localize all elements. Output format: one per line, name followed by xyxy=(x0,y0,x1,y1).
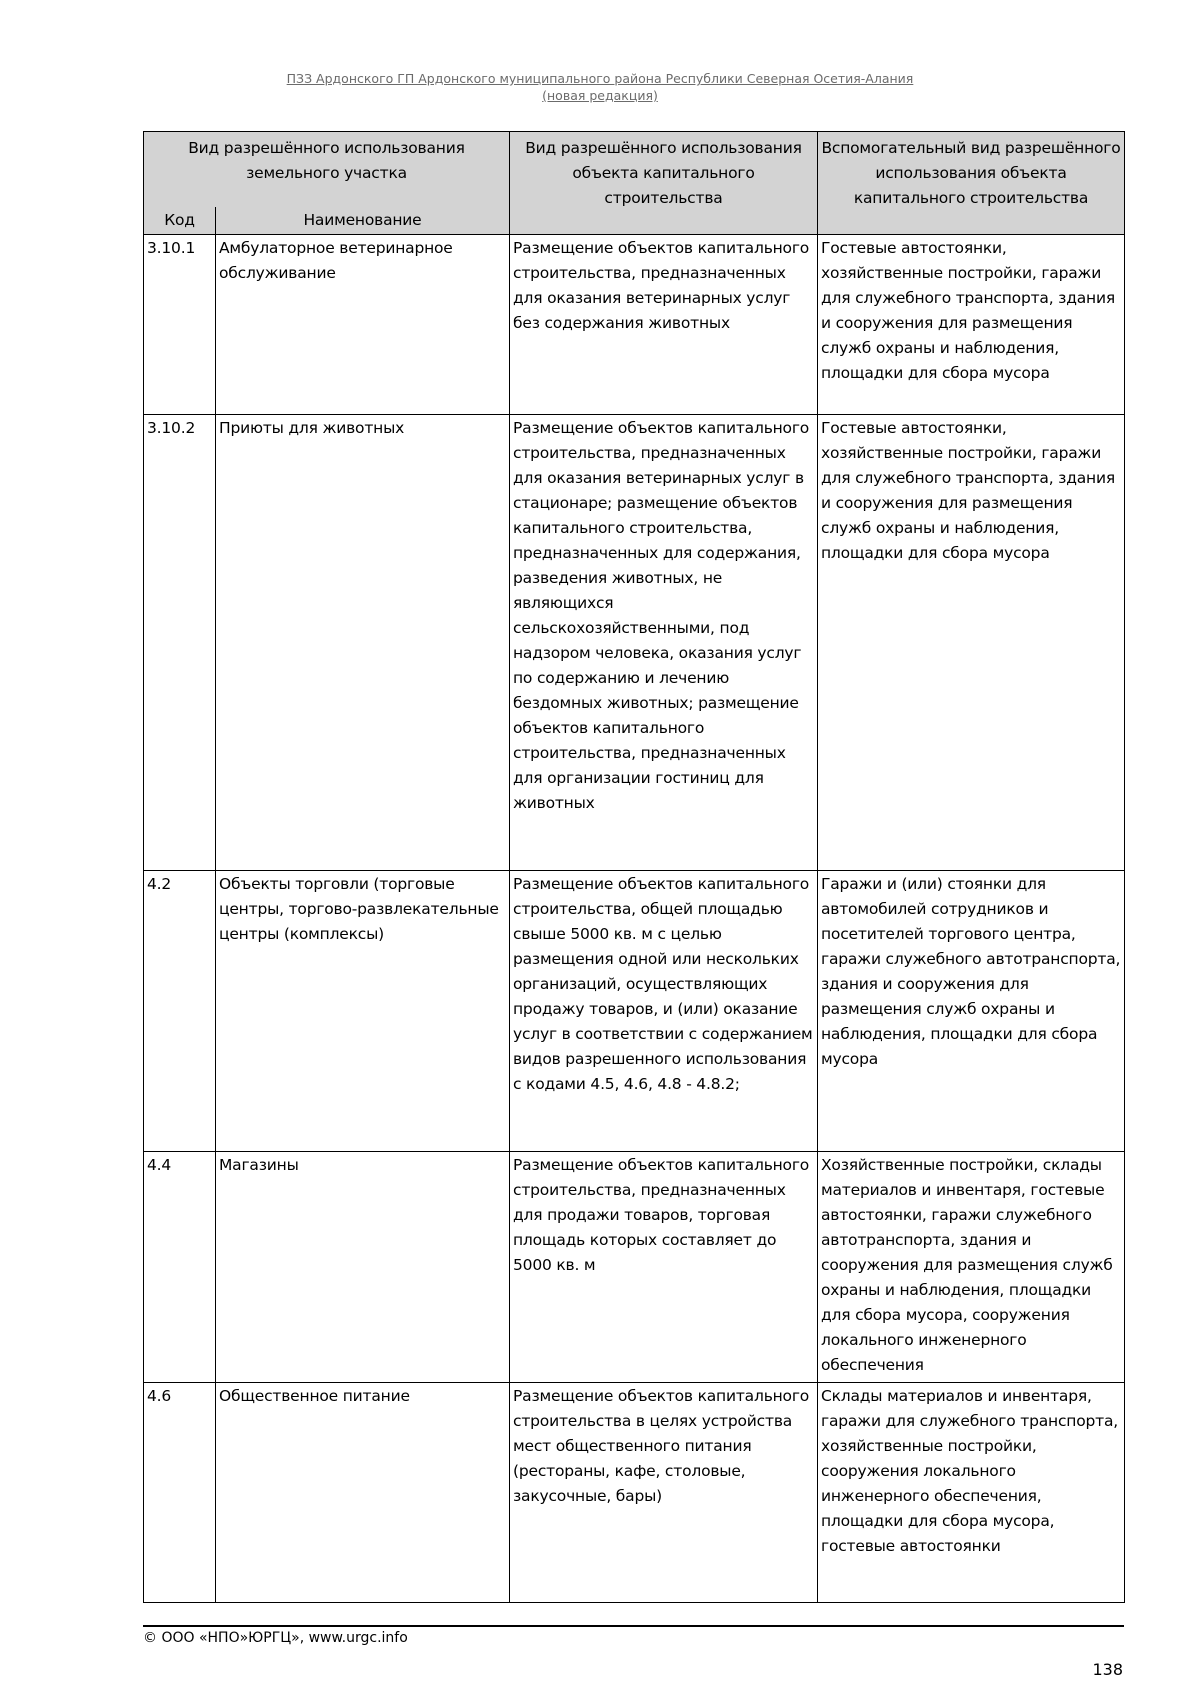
row-aux-use: Гостевые автостоянки, хозяйственные постройки, гаражи для служебного транспорта, здания и сооружения для размещения служб охраны и наблюдения, площадки для сбора мусора xyxy=(818,415,1125,871)
land-use-table xyxy=(143,131,1125,1603)
table-row xyxy=(144,415,1125,871)
header-aux-use: Вспомогательный вид разрешённого использования объекта капитального строительства xyxy=(818,132,1125,235)
row-name: Общественное питание xyxy=(216,1383,510,1603)
footer-copyright: © ООО «НПО»ЮРГЦ», www.urgc.info xyxy=(143,1630,408,1646)
row-code: 4.6 xyxy=(144,1383,216,1603)
row-capital-use: Размещение объектов капитального строительства, общей площадью свыше 5000 кв. м с целью размещения одной или нескольких организаций, осуществляющих продажу товаров, и (или) оказание услуг в соответствии с содержанием видов разрешенного использования с кодами 4.5, 4.6, 4.8 - 4.8.2; xyxy=(510,871,818,1152)
header-code: Код xyxy=(144,207,216,235)
page-header xyxy=(0,70,1200,104)
row-capital-use: Размещение объектов капитального строительства, предназначенных для продажи товаров, торговая площадь которых составляет до 5000 кв. м xyxy=(510,1152,818,1383)
row-aux-use: Хозяйственные постройки, склады материалов и инвентаря, гостевые автостоянки, гаражи служебного автотранспорта, здания и сооружения для размещения служб охраны и наблюдения, площадки для сбора мусора, сооружения локального инженерного обеспечения xyxy=(818,1152,1125,1383)
row-aux-use: Гаражи и (или) стоянки для автомобилей сотрудников и посетителей торгового центра, гаражи служебного автотранспорта, здания и сооружения для размещения служб охраны и наблюдения, площадки для сбора мусора xyxy=(818,871,1125,1152)
row-aux-use: Склады материалов и инвентаря, гаражи для служебного транспорта, хозяйственные постройки, сооружения локального инженерного обеспечения, площадки для сбора мусора, гостевые автостоянки xyxy=(818,1383,1125,1603)
header-land-use: Вид разрешённого использования земельного участка xyxy=(144,132,510,207)
row-name: Объекты торговли (торговые центры, торгово-развлекательные центры (комплексы) xyxy=(216,871,510,1152)
header-line-1: ПЗЗ Ардонского ГП Ардонского муниципального района Республики Северная Осетия-Алания xyxy=(286,71,914,86)
row-code: 4.2 xyxy=(144,871,216,1152)
header-capital-use: Вид разрешённого использования объекта капитального строительства xyxy=(510,132,818,235)
header-line-2: (новая редакция) xyxy=(542,88,658,103)
row-capital-use: Размещение объектов капитального строительства, предназначенных для оказания ветеринарных услуг без содержания животных xyxy=(510,235,818,415)
row-name: Приюты для животных xyxy=(216,415,510,871)
table-row xyxy=(144,1152,1125,1383)
table-row xyxy=(144,1383,1125,1603)
row-code: 3.10.2 xyxy=(144,415,216,871)
row-capital-use: Размещение объектов капитального строительства, предназначенных для оказания ветеринарных услуг в стационаре; размещение объектов капитального строительства, предназначенных для содержания, разведения животных, не являющихся сельскохозяйственными, под надзором человека, оказания услуг по содержанию и лечению бездомных животных; размещение объектов капитального строительства, предназначенных для организации гостиниц для животных xyxy=(510,415,818,871)
row-code: 3.10.1 xyxy=(144,235,216,415)
footer-rule xyxy=(143,1625,1124,1627)
table-row xyxy=(144,871,1125,1152)
table-row xyxy=(144,235,1125,415)
row-code: 4.4 xyxy=(144,1152,216,1383)
row-aux-use: Гостевые автостоянки, хозяйственные постройки, гаражи для служебного транспорта, здания и сооружения для размещения служб охраны и наблюдения, площадки для сбора мусора xyxy=(818,235,1125,415)
header-name: Наименование xyxy=(216,207,510,235)
row-capital-use: Размещение объектов капитального строительства в целях устройства мест общественного питания (рестораны, кафе, столовые, закусочные, бары) xyxy=(510,1383,818,1603)
page-number: 138 xyxy=(1092,1660,1123,1679)
row-name: Амбулаторное ветеринарное обслуживание xyxy=(216,235,510,415)
row-name: Магазины xyxy=(216,1152,510,1383)
